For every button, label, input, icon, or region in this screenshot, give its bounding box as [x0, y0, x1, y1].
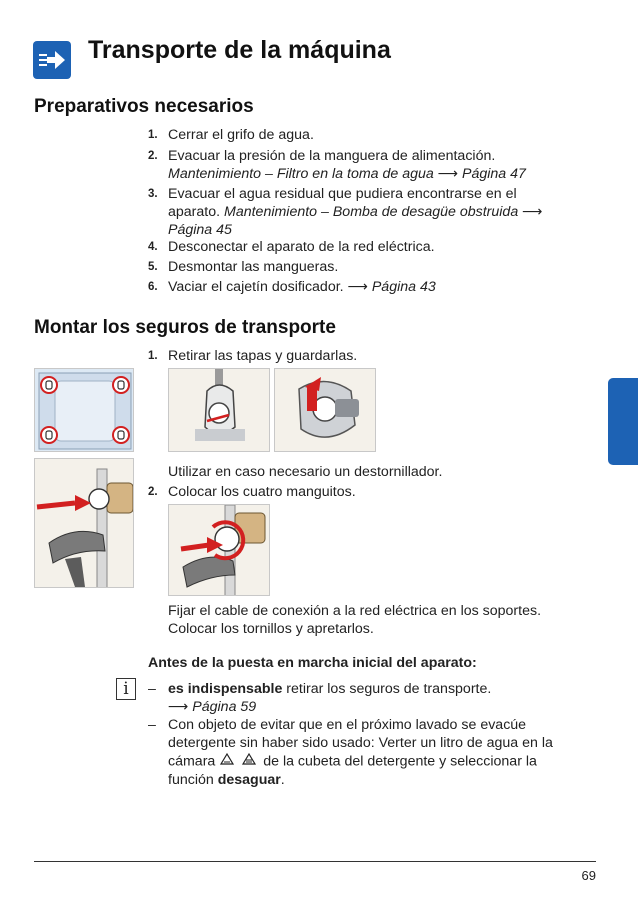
mount-note-screws: Colocar los tornillos y apretarlos.	[168, 621, 374, 637]
prep-step-2: 2. Evacuar la presión de la manguera de alimentación. Mantenimiento – Filtro en la toma de agua ⟶ Página 47	[148, 148, 526, 182]
prep-step-1: 1. Cerrar el grifo de agua.	[148, 127, 314, 143]
figure-cap-arrow	[274, 368, 376, 452]
info-heading: Antes de la puesta en marcha inicial del aparato:	[148, 655, 477, 671]
prep-step-6: 6. Vaciar el cajetín dosificador. ⟶ Página 43	[148, 279, 436, 295]
info-item-2: – Con objeto de evitar que en el próximo lavado se evacúe detergente sin haber sido usado: Verter un litro de agua en la cámara de la cubeta del detergente y seleccionar la función desaguar.	[148, 717, 553, 788]
prep-step-3: 3. Evacuar el agua residual que pudiera encontrarse en el aparato. Mantenimiento – Bomba de desagüe obstruida ⟶ Página 45	[148, 186, 543, 238]
section-heading-preparativos: Preparativos necesarios	[34, 96, 254, 117]
mount-step-1: 1. Retirar las tapas y guardarlas.	[148, 348, 358, 364]
figure-back-panel-caps	[34, 368, 134, 452]
page-number: 69	[581, 868, 596, 883]
mount-note-cable: Fijar el cable de conexión a la red eléctrica en los soportes.	[168, 603, 542, 619]
prep-step-5: 5. Desmontar las mangueras.	[148, 259, 339, 275]
page-title: Transporte de la máquina	[88, 36, 391, 64]
figure-screwdriver-cap	[168, 368, 270, 452]
footer-rule	[34, 861, 596, 862]
figure-insert-sleeve	[34, 458, 134, 588]
figure-rotate-sleeve	[168, 504, 270, 596]
info-icon: i	[116, 678, 136, 700]
mount-step-2: 2. Colocar los cuatro manguitos.	[148, 484, 356, 500]
chapter-side-tab	[608, 378, 638, 465]
mount-note-screwdriver: Utilizar en caso necesario un destornillador.	[168, 464, 443, 480]
section-heading-montar: Montar los seguros de transporte	[34, 317, 336, 338]
prep-step-4: 4. Desconectar el aparato de la red eléctrica.	[148, 239, 435, 255]
detergent-chamber-icon	[219, 752, 259, 771]
transport-section-icon	[33, 41, 71, 79]
info-item-1: – es indispensable retirar los seguros de transporte. ⟶ Página 59	[148, 681, 492, 715]
